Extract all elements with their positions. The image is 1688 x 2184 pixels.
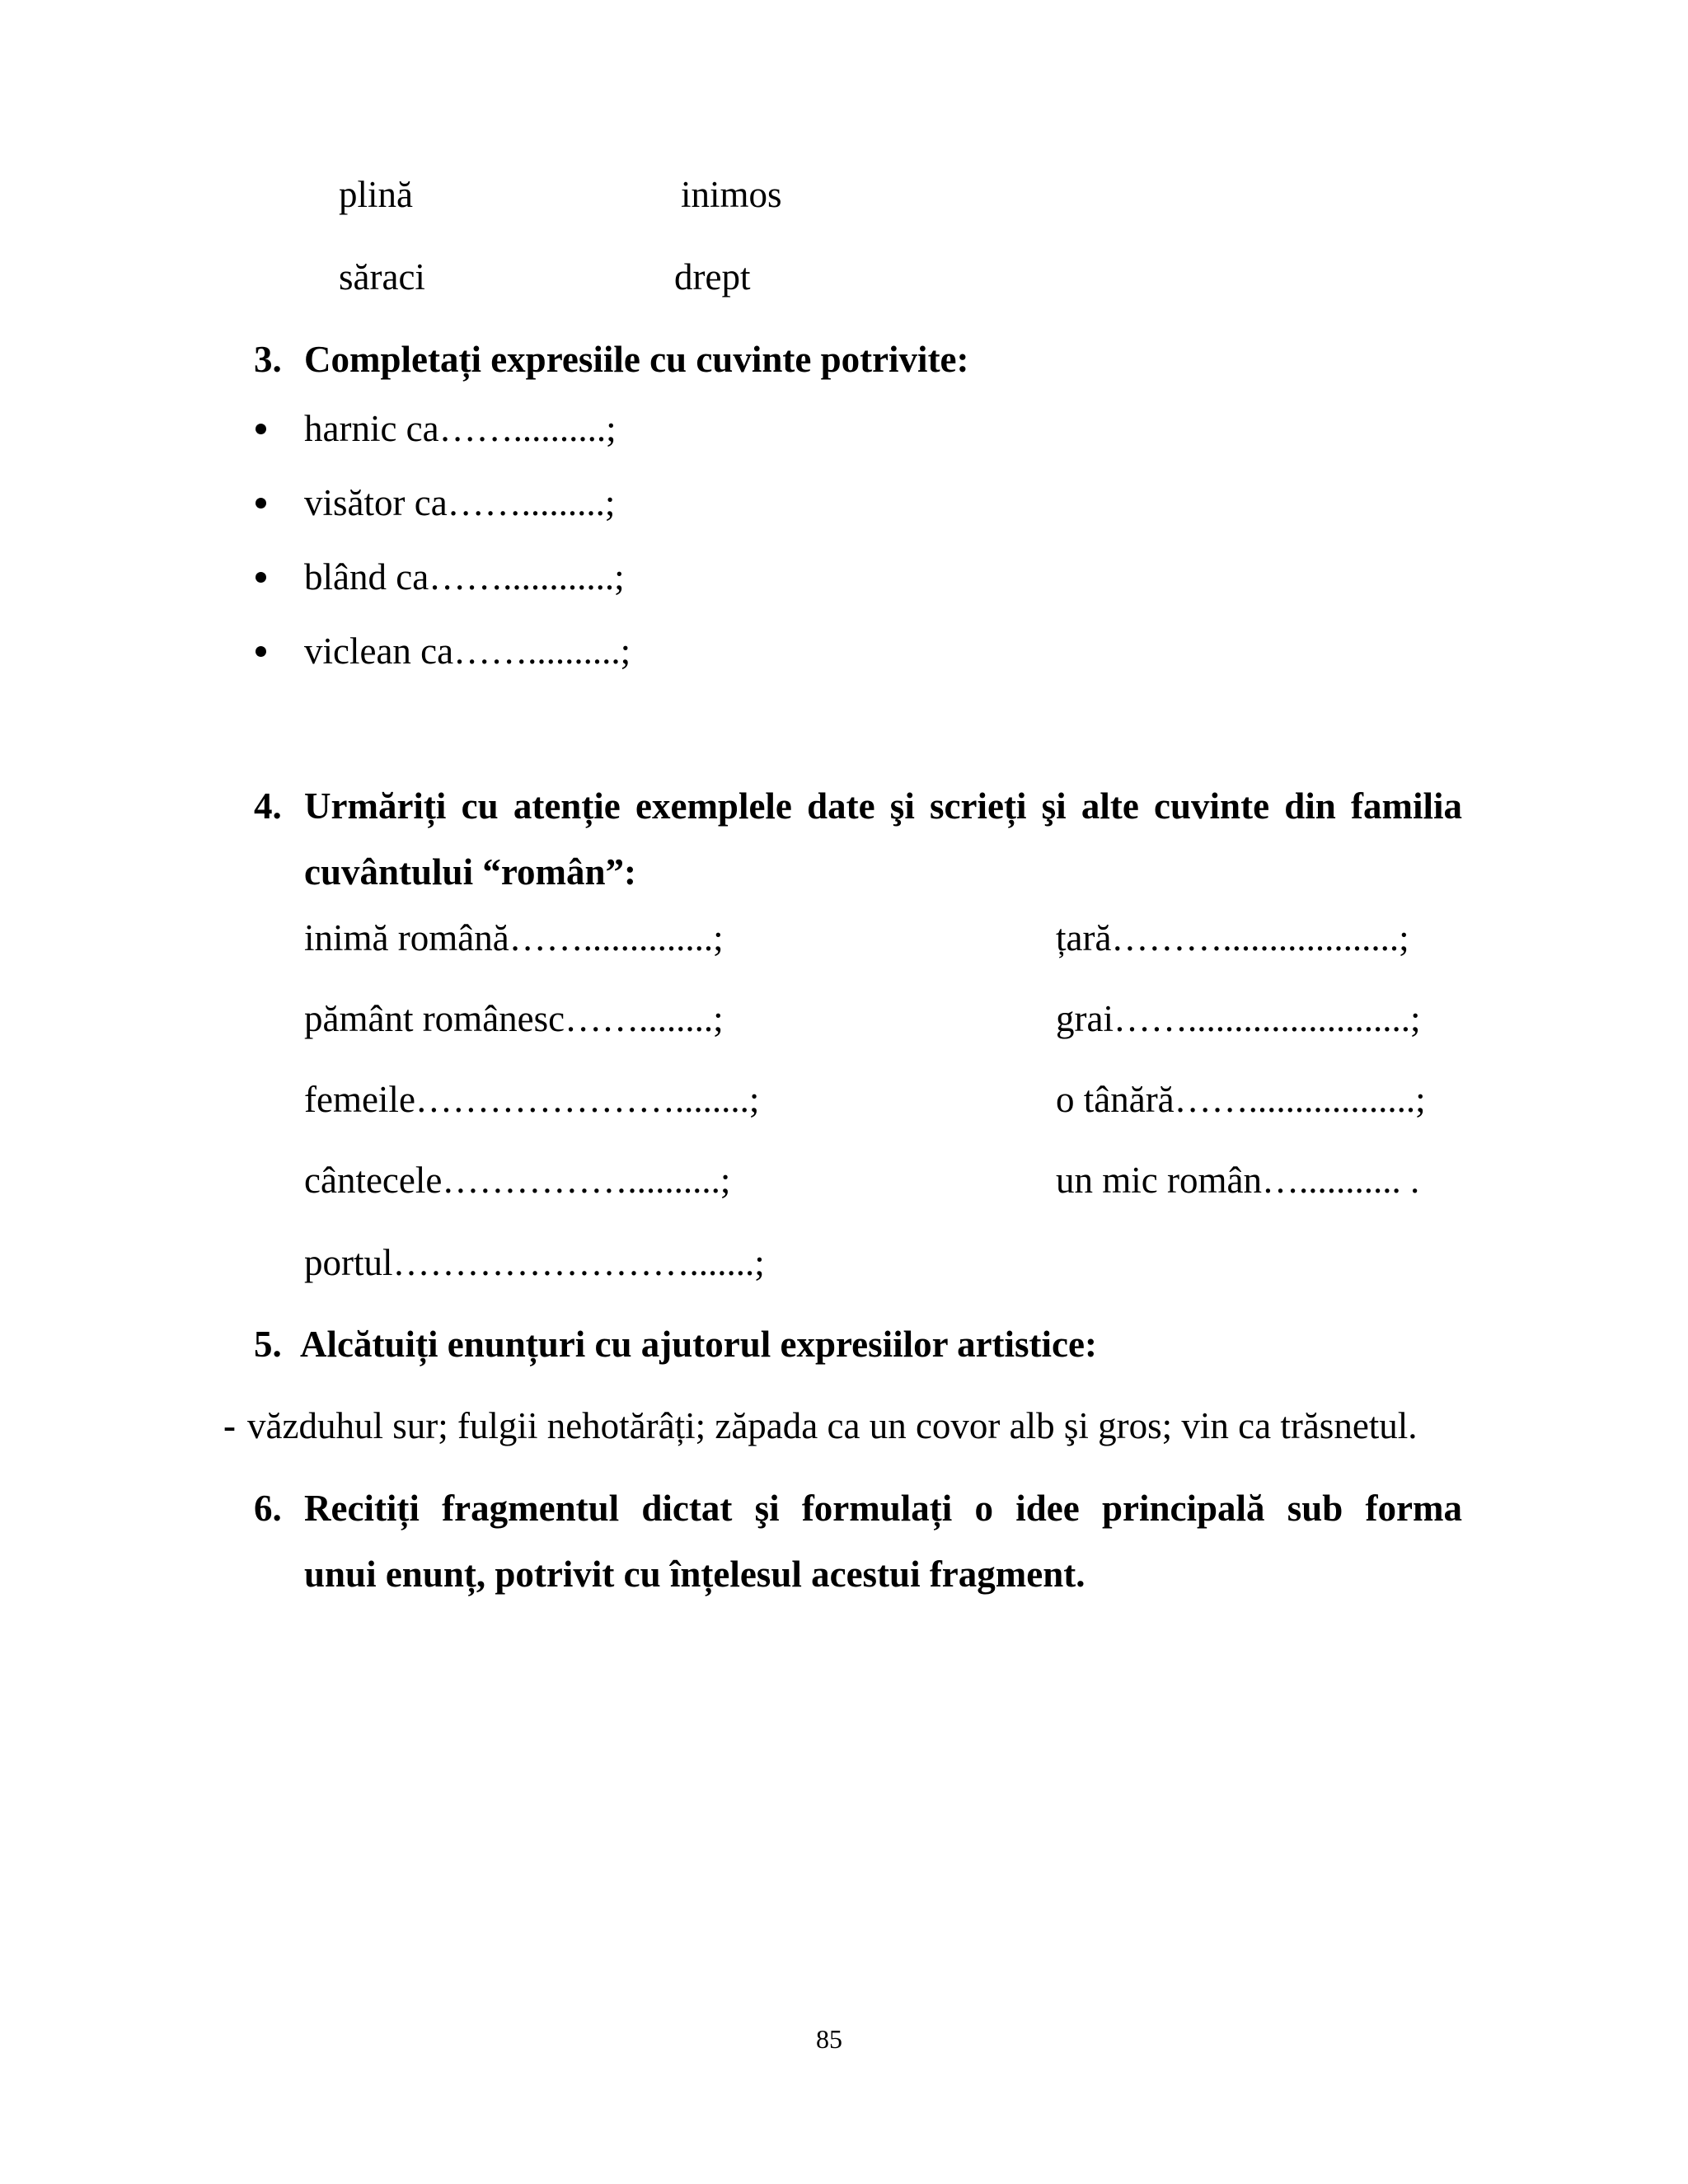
ex4-title-line1: Urmăriți cu atenție exemplele date şi scrieți şi alte cuvinte din familia [304,785,1462,827]
bullet-icon [256,646,266,657]
ex4-right-item: țară………...................; [1056,917,1409,958]
ex3-item: viclean ca……..........; [304,630,631,672]
ex4-left-item: portul…………………….......; [304,1242,765,1283]
ex4-left-item: inimă română……..............; [304,917,724,958]
ex4-right-item: o tânără……..................; [1056,1079,1426,1120]
bullet-icon [256,498,266,509]
page-number: 85 [816,2024,842,2054]
ex3-item: harnic ca……..........; [304,408,617,449]
bullet-icon [256,424,266,434]
ex5-expressions: văzduhul sur; fulgii nehotărâți; zăpada ca un covor alb şi gros; vin ca trăsnetul. [247,1405,1418,1446]
word-inimos: inimos [681,174,782,215]
ex3-number: 3. [254,339,282,380]
ex6-title-line2: unui enunț, potrivit cu înțelesul acestui fragment. [304,1554,1085,1595]
bullet-icon [256,572,266,583]
ex5-title: Alcătuiți enunțuri cu ajutorul expresiilor artistice: [300,1324,1097,1365]
ex3-title: Completați expresiile cu cuvinte potrivite: [304,339,969,380]
word-drept: drept [674,256,751,298]
ex3-item: blând ca……............; [304,556,625,598]
ex4-title-line2: cuvântului “român”: [304,851,636,893]
ex4-left-item: pământ românesc……........; [304,998,724,1039]
word-plina: plină [339,174,413,215]
ex4-left-item: cântecele……………..........; [304,1160,731,1201]
ex4-right-item: grai……........................; [1056,998,1421,1039]
ex6-number: 6. [254,1488,282,1529]
ex5-dash: - [223,1405,236,1446]
ex3-item: visător ca…….........; [304,482,616,523]
ex4-right-item: un mic român…........... . [1056,1160,1420,1201]
ex4-left-item: femeile…………………........; [304,1079,760,1120]
ex5-number: 5. [254,1324,282,1365]
ex4-number: 4. [254,785,282,827]
word-saraci: săraci [339,256,425,298]
ex6-title-line1: Recitiți fragmentul dictat şi formulați o idee principală sub forma [304,1488,1462,1529]
